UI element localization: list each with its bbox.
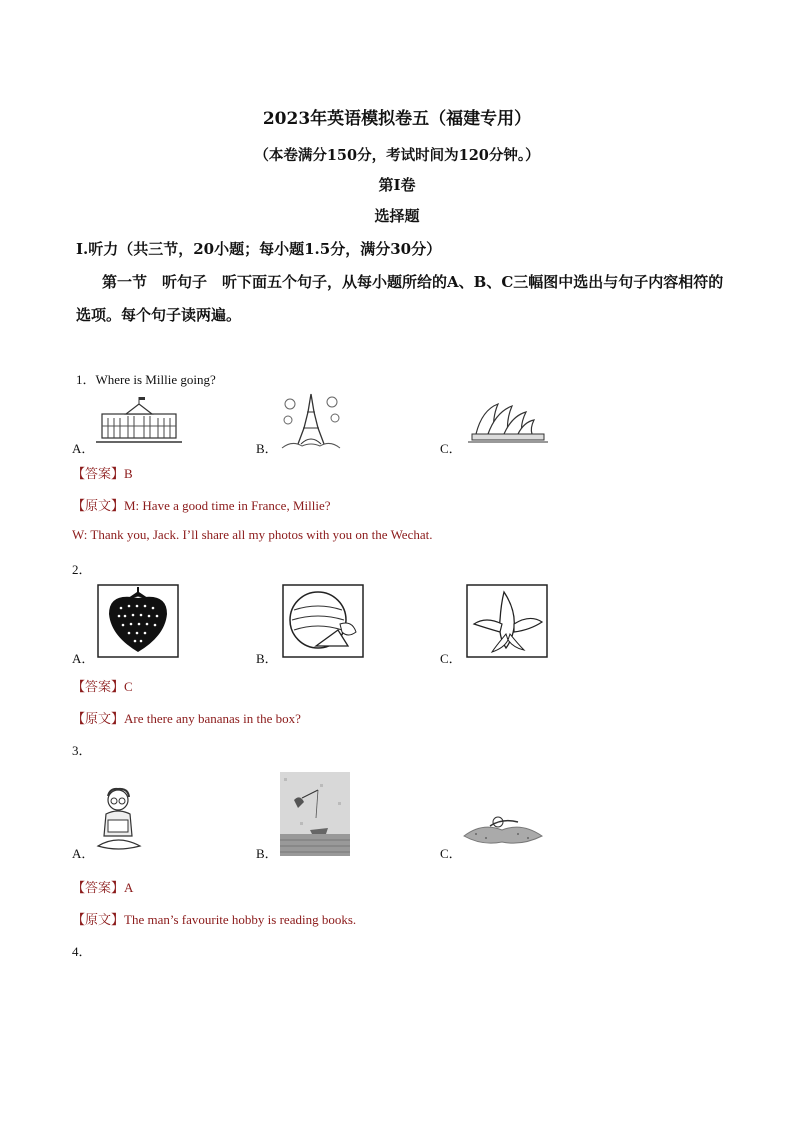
volume-label: 第I卷 [378, 176, 416, 194]
banana-image [466, 584, 548, 658]
question-3-stem: 3． [72, 743, 92, 758]
swimming-scene-image [462, 808, 544, 848]
section-label: 选择题 [374, 207, 420, 225]
script-3: 【原文】The man’s favourite hobby is reading books. [72, 912, 357, 927]
option-c-label: C． [440, 441, 462, 456]
script-1: 【原文】M: Have a good time in France, Millie? [72, 498, 331, 513]
option-b-label: B． [256, 846, 278, 861]
answer-2: 【答案】C [72, 679, 133, 694]
option-a-label: A． [72, 651, 95, 666]
option-b-label: B． [256, 651, 278, 666]
white-house-image [96, 396, 182, 444]
eiffel-tower-image [280, 392, 342, 452]
question-4-stem: 4． [72, 944, 92, 959]
boy-reading-image [96, 786, 142, 854]
watermelon-image [282, 584, 364, 658]
part-heading: I.听力（共三节，20小题；每小题1.5分，满分30分） [76, 240, 442, 258]
option-a-label: A． [72, 441, 95, 456]
page-title: 2023年英语模拟卷五（福建专用） [262, 109, 532, 129]
exam-info: （本卷满分150分，考试时间为120分钟。） [254, 147, 540, 164]
instruction: 第一节 听句子 听下面五个句子，从每小题所给的A、B、C三幅图中选出与句子内容相符的选项。每个句子读两遍。 [76, 273, 724, 324]
option-c-label: C． [440, 651, 462, 666]
option-b-label: B． [256, 441, 278, 456]
script-2: 【原文】Are there any bananas in the box? [72, 711, 301, 726]
answer-3: 【答案】A [72, 880, 134, 895]
option-a-label: A． [72, 846, 95, 861]
question-2-stem: 2． [72, 562, 92, 577]
fishing-scene-image [280, 772, 350, 856]
option-c-label: C． [440, 846, 462, 861]
script-1-reply: W: Thank you, Jack. I’ll share all my photos with you on the Wechat. [72, 527, 433, 542]
answer-1: 【答案】B [72, 466, 133, 481]
sydney-opera-house-image [468, 400, 548, 444]
question-1-stem: 1．Where is Millie going? [76, 372, 216, 387]
strawberry-image [97, 584, 179, 658]
